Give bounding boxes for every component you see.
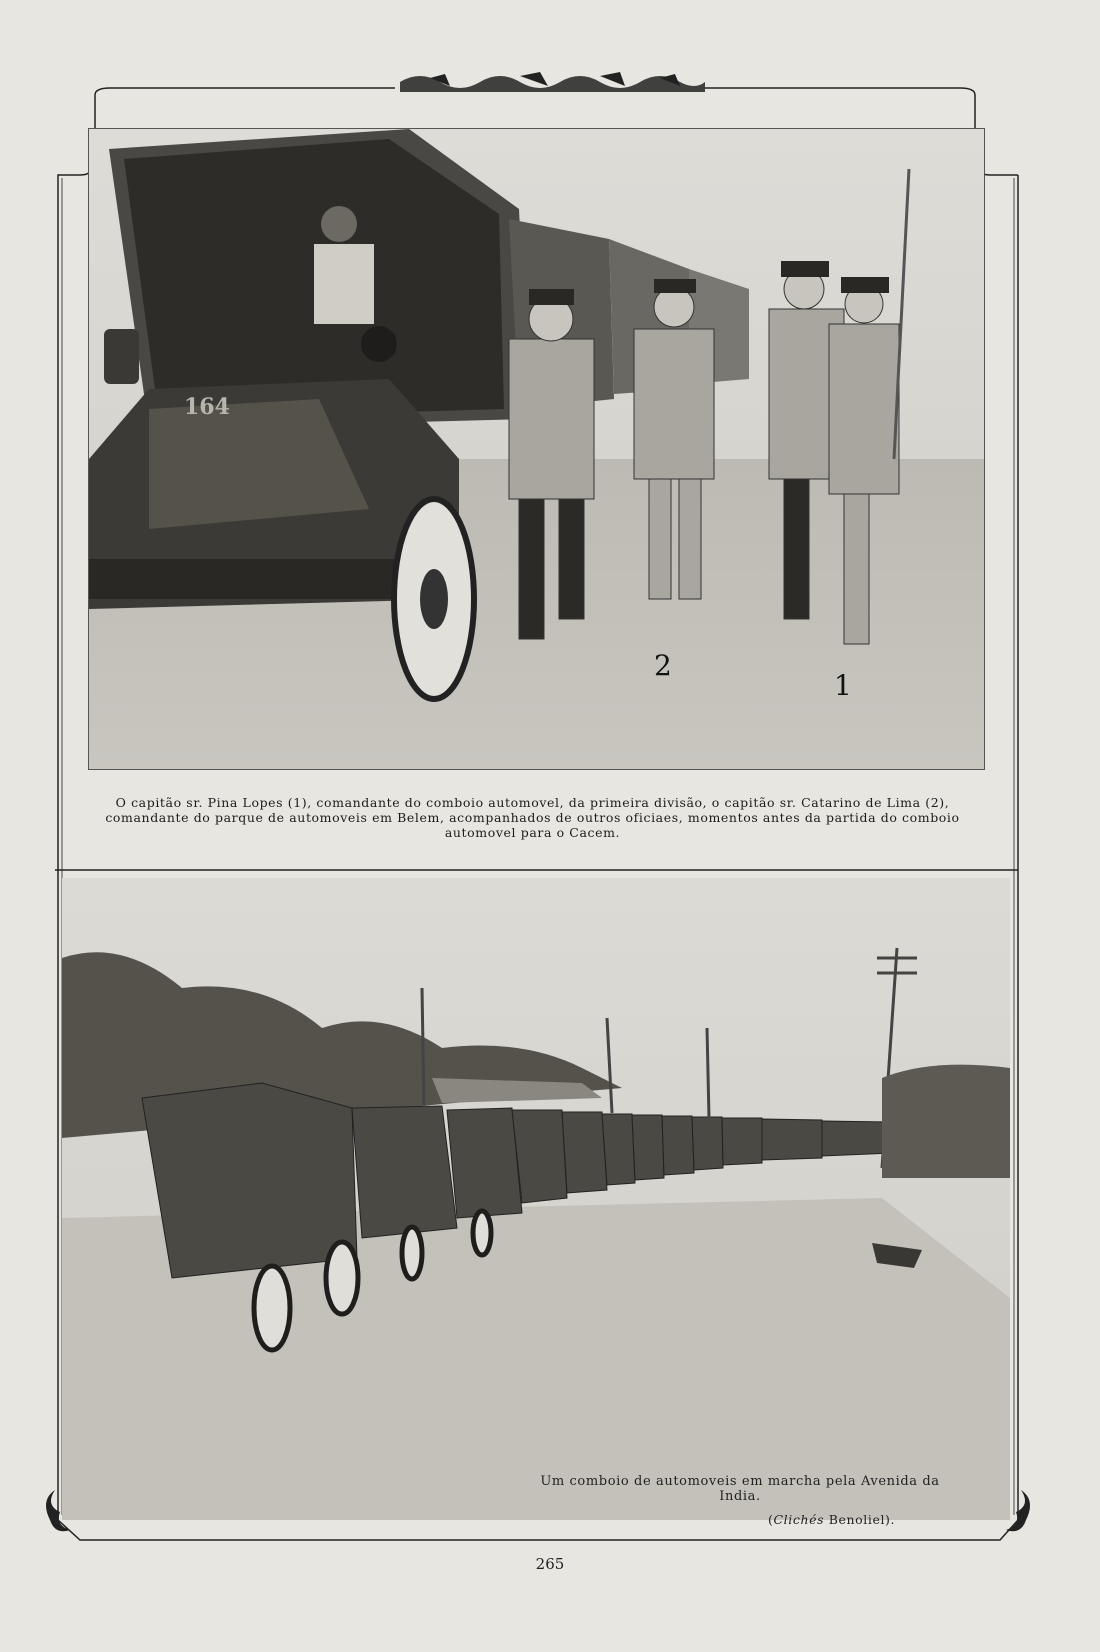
top-photograph xyxy=(88,128,985,770)
photo-credit: (Clichés Benoliel). xyxy=(768,1512,896,1527)
credit-italic: Clichés xyxy=(773,1512,825,1527)
bottom-photo-caption: Um comboio de automoveis em marcha pela Avenida da India. xyxy=(540,1474,940,1504)
credit-name: Benoliel xyxy=(828,1512,886,1527)
officer-marker-1: 1 xyxy=(834,669,852,702)
page-number: 265 xyxy=(535,1555,565,1573)
ornament-icon xyxy=(400,72,705,92)
bottom-photograph xyxy=(62,878,1010,1520)
svg-text:164: 164 xyxy=(184,394,230,420)
officer-marker-2: 2 xyxy=(654,649,672,682)
top-photo-caption: O capitão sr. Pina Lopes (1), comandante do comboio automovel, da primeira divisão, o capitão sr. Catarino de Lima (2), comandante do parque de automoveis em Belem, acompanhados de outros oficiaes, momentos antes da partida do comboio automovel para o Cacem. xyxy=(105,795,960,840)
